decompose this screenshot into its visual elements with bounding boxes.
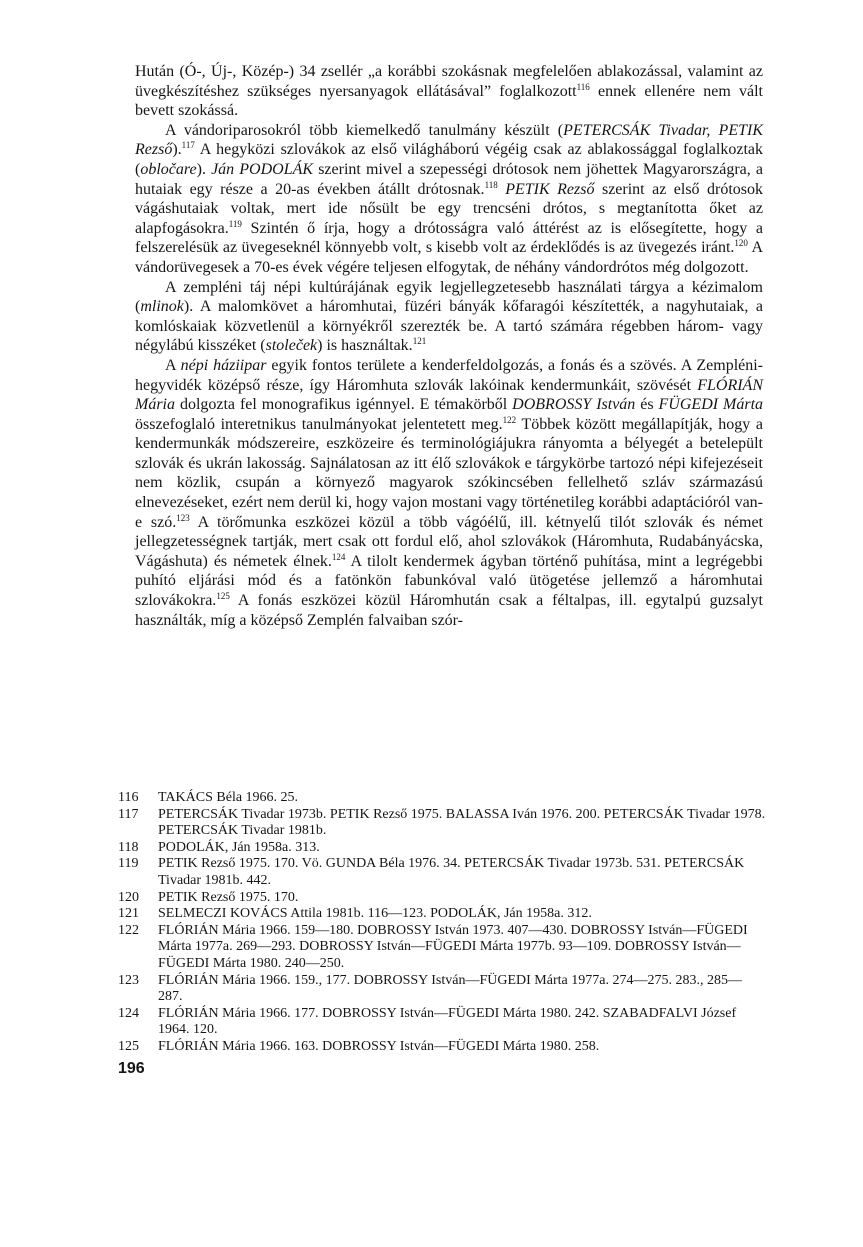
footnote-ref: 122 (502, 414, 517, 425)
footnote (118, 973, 766, 1006)
footnote-number: 116 (118, 790, 139, 805)
footnote-text: FLÓRIÁN Mária 1966. 159—180. DOBROSSY István 1973. 407—430. DOBROSSY István—FÜGEDI Márta 1977a. 269—293. DOBROSSY István—FÜGEDI Márta 1977b. 93—109. DOBROSSY István—FÜGEDI Márta 1980. 240—250. (158, 922, 748, 971)
text-run: dolgozta fel monografikus igénnyel. E témakörből (175, 396, 513, 414)
page-number: 196 (118, 1060, 145, 1077)
text-run: A hegyközi szlovákok az első világháború végéig csak az ablakossággal foglalkoztak ( (135, 141, 763, 178)
footnote-text: PETIK Rezső 1975. 170. Vö. GUNDA Béla 1976. 34. PETERCSÁK Tivadar 1973b. 531. PETERCSÁK Tivadar 1981b. 442. (158, 856, 745, 888)
footnote-number: 118 (118, 839, 139, 855)
footnotes (118, 790, 766, 1056)
italic-text: stoleček (265, 337, 318, 355)
footnote (118, 1039, 766, 1056)
footnote-number: 120 (118, 889, 139, 905)
footnote-number: 123 (118, 972, 139, 988)
text-run: ). (172, 141, 182, 159)
paragraph (135, 278, 763, 356)
body-text (135, 62, 763, 630)
footnote-text: FLÓRIÁN Mária 1966. 163. DOBROSSY István—FÜGEDI Márta 1980. 258. (158, 1038, 600, 1054)
text-run: szerint mivel a szepességi drótosok nem jöhettek Magyarországra, a hutaiak egy része a 20-as években átállt drótosnak. (135, 160, 764, 198)
text-run: A (165, 356, 181, 374)
italic-text: népi háziipar (180, 356, 267, 374)
footnote-text: TAKÁCS Béla 1966. 25. (158, 790, 299, 805)
italic-text: obločare (140, 160, 197, 178)
footnote-text: PODOLÁK, Ján 1958a. 313. (158, 839, 320, 855)
text-run: ennek ellenére nem vált bevett szokássá. (135, 82, 763, 120)
footnote-number: 117 (118, 806, 139, 822)
text-run: egyik fontos területe a kenderfeldolgozás, a fonás és a szövés. A Zempléni-hegyvidék középső része, így Háromhuta szlovák lakóinak kendermunkáit, szövését (135, 356, 764, 394)
paragraph (135, 121, 763, 278)
italic-text: mlinok (140, 298, 184, 316)
text-run: összefoglaló interetnikus tanulmányokat jelentetett meg. (135, 415, 503, 433)
text-run: A tilolt kendermek ágyban történő puhítása, mint a legrégebbi puhító eljárási mód és a fatönkön fabunkóval való ütögetése jellemző a háromhutai szlovákokra. (135, 552, 763, 610)
italic-text: PETERCSÁK Tivadar, PETIK Rezső (135, 121, 764, 159)
footnote-ref: 118 (484, 179, 498, 190)
footnote-number: 121 (118, 906, 139, 922)
footnote (118, 807, 766, 840)
text-run: szerint az első drótosok vágáshutaiak voltak, mert ide nősült be egy trencséni drótos, s megtanította őket az alapfogásokra. (135, 180, 764, 237)
text-run: A vándorüvegesek a 70-es évek végére teljesen elfogytak, de néhány vándordrótos még dolgozott. (135, 239, 763, 276)
footnote-number: 122 (118, 922, 139, 938)
text-run: ) is használtak. (317, 337, 413, 355)
text-run: A vándoriparosokról több kiemelkedő tanulmány készült ( (165, 121, 564, 139)
footnote-text: PETERCSÁK Tivadar 1973b. PETIK Rezső 1975. BALASSA Iván 1976. 200. PETERCSÁK Tivadar 1978. PETERCSÁK Tivadar 1981b. (158, 806, 766, 839)
footnote-ref: 120 (734, 238, 748, 249)
text-run: ). (196, 160, 212, 178)
text-run: A törőmunka eszközei közül a több vágóélű, ill. kétnyelű tilót szlovák és német jellegzetességnek tartják, mert csak ott fordul elő, ahol szlovákok (Háromhuta, Rudabányácska, Vágáshuta) és németek élnek. (135, 513, 764, 570)
italic-text: FLÓRIÁN Mária (135, 376, 763, 414)
footnote-ref: 116 (576, 81, 590, 92)
paragraph (135, 356, 763, 630)
italic-text: FÜGEDI Márta (658, 396, 764, 414)
footnote (118, 1006, 766, 1039)
footnote-ref: 119 (228, 218, 242, 229)
footnote-ref: 123 (176, 512, 190, 523)
text-run: A fonás eszközei közül Háromhután csak a féltalpas, ill. egytalpú guzsalyt használták, míg a középső Zemplén falvaiban szór- (135, 592, 763, 629)
footnote-text: PETIK Rezső 1975. 170. (158, 889, 299, 905)
italic-text: PETIK Rezső (505, 180, 595, 198)
footnote-text: FLÓRIÁN Mária 1966. 177. DOBROSSY István—FÜGEDI Márta 1980. 242. SZABADFALVI József 1964. 120. (158, 1005, 737, 1038)
footnote-text: FLÓRIÁN Mária 1966. 159., 177. DOBROSSY István—FÜGEDI Márta 1977a. 274—275. 283., 285—287. (158, 972, 742, 1005)
footnote-number: 125 (118, 1038, 139, 1054)
text-run: A zempléni táj népi kultúrájának egyik legjellegzetesebb használati tárgya a kézimalom ( (135, 278, 763, 316)
footnote (118, 840, 766, 857)
footnote (118, 790, 766, 807)
text-run: Szintén ő írja, hogy a drótosságra való áttérést az is elősegítette, hogy a felszerelésük az üvegeseknél könnyebb volt, s kisebb volt az érdeklődés is az üvegezés iránt. (135, 219, 763, 257)
text-run: Többek között megállapítják, hogy a kendermunkák módszereire, eszközeire és terminológiájukra rányomta a bélyegét a betelepült szlovák és ukrán lakosság. Sajnálatosan az itt élő szlovákok e tárgykörbe tartozó népi kifejezéseit nem közlik, csupán a környező magyarok szókincsében fellelhető szláv származású elnevezéseket, ezért nem derül ki, hogy vajon mostani vagy történetileg korábbi adaptációról van-e szó. (135, 415, 763, 531)
italic-text: Ján PODOLÁK (211, 160, 314, 178)
footnote-ref: 121 (412, 336, 427, 347)
paragraph (135, 62, 763, 121)
footnote-number: 124 (118, 1005, 139, 1021)
italic-text: DOBROSSY István (512, 396, 636, 414)
footnote-number: 119 (118, 856, 139, 872)
text-run: és (635, 396, 659, 414)
footnote (118, 906, 766, 923)
text-run: Hután (Ó-, Új-, Közép-) 34 zsellér „a korábbi szokásnak megfelelően ablakozással, valamint az üvegkészítéshez szükséges nyersanyagok ellátásával” foglalkozott (135, 63, 763, 100)
footnote (118, 890, 766, 907)
footnote-text: SELMECZI KOVÁCS Attila 1981b. 116—123. PODOLÁK, Ján 1958a. 312. (158, 906, 592, 922)
footnote-ref: 117 (181, 140, 195, 151)
footnote-ref: 124 (331, 551, 346, 562)
text-run: ). A malomkövet a háromhutai, füzéri bányák kőfaragói készítették, a nagyhutaiak, a komlóskaiak közvetlenül a környékről szerezték be. A tartó számára régebben három- vagy négylábú kisszéket ( (135, 298, 763, 355)
footnote-ref: 125 (216, 591, 230, 602)
footnote (118, 856, 766, 889)
footnote (118, 923, 766, 973)
